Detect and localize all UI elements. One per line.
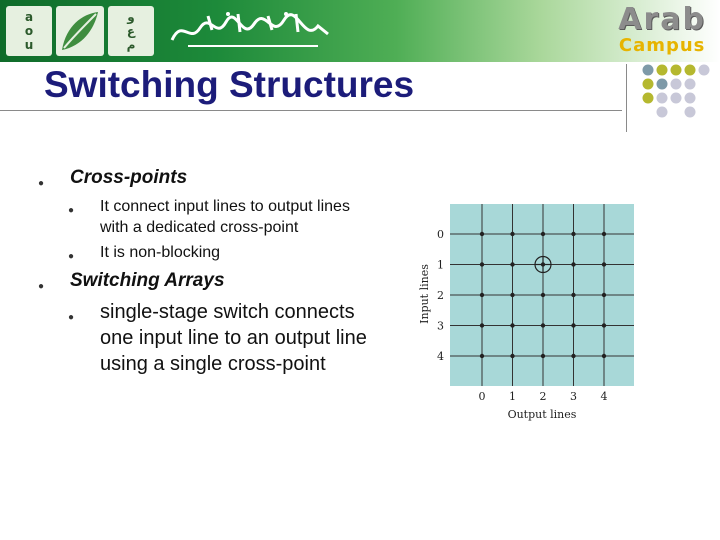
bullet-icon: ● — [68, 312, 75, 323]
crosspoint-dot — [602, 323, 606, 327]
logo-letter: ع — [126, 24, 136, 38]
logo-letter: م — [126, 38, 136, 52]
crosspoint-dot — [541, 354, 545, 358]
crosspoint-dot — [571, 354, 575, 358]
output-label: 2 — [539, 390, 547, 403]
slide-content — [38, 166, 418, 377]
title-divider — [0, 110, 622, 111]
sub-bullet — [68, 196, 360, 238]
brand-arab: Arab — [618, 2, 706, 37]
crosspoint-dot — [602, 262, 606, 266]
crosspoint-dot — [480, 323, 484, 327]
crosspoint-dot — [480, 354, 484, 358]
sub-bullet-text: It connect input lines to output lines with a dedicated cross-point — [100, 198, 350, 236]
aou-leaf-logo — [56, 6, 104, 56]
input-label: 3 — [437, 319, 444, 333]
bullet-cross-points — [38, 166, 418, 190]
input-label: 4 — [437, 350, 444, 363]
crosspoint-dot — [602, 354, 606, 358]
decorative-dot — [657, 65, 668, 76]
input-label: 0 — [437, 228, 444, 241]
decorative-dot — [685, 107, 696, 118]
bullet-icon: ● — [68, 251, 75, 262]
slide-title: Switching Structures — [44, 64, 415, 105]
output-label: 0 — [478, 390, 486, 403]
output-label: 3 — [570, 390, 577, 403]
sub-bullet — [68, 242, 360, 263]
crosspoint-dot — [571, 293, 575, 297]
crosspoint-dot — [541, 293, 545, 297]
crosspoint-dot — [571, 323, 575, 327]
bullet-icon: ● — [38, 178, 45, 189]
crosspoint-dot — [480, 262, 484, 266]
decorative-dot — [699, 65, 710, 76]
bullet-icon: ● — [68, 205, 75, 216]
input-label: 2 — [437, 289, 444, 302]
logo-letter: o — [24, 24, 34, 38]
crosspoint-dot — [571, 262, 575, 266]
crosspoint-dot — [541, 232, 545, 236]
crosspoint-dot — [510, 293, 514, 297]
crosspoint-dot — [510, 262, 514, 266]
decorative-dot — [657, 107, 668, 118]
decorative-dots — [640, 64, 720, 120]
decorative-dot — [643, 65, 654, 76]
crosspoint-dot — [602, 232, 606, 236]
arab-campus-logo — [618, 4, 706, 56]
decorative-dot — [643, 93, 654, 104]
crosspoint-dot — [510, 232, 514, 236]
decorative-dot — [685, 65, 696, 76]
bullet-icon: ● — [38, 281, 45, 292]
output-label: 4 — [600, 390, 608, 403]
aou-logo-left — [6, 6, 52, 56]
decorative-dot — [671, 79, 682, 90]
bullet-label: Cross-points — [70, 167, 188, 188]
crosspoint-dot — [480, 232, 484, 236]
decorative-dot — [643, 79, 654, 90]
logo-letter: u — [24, 38, 34, 52]
decorative-dot — [671, 65, 682, 76]
sub-bullet — [68, 299, 370, 377]
y-axis-label: Input lines — [418, 264, 431, 324]
decorative-dot — [685, 79, 696, 90]
brand-campus: Campus — [618, 35, 706, 56]
crosspoint-dot — [510, 354, 514, 358]
sub-bullet-text: It is non-blocking — [100, 244, 221, 261]
crosspoint-dot — [480, 293, 484, 297]
output-label: 1 — [509, 390, 516, 403]
header-banner — [0, 0, 720, 62]
logo-letter: a — [24, 10, 34, 24]
crosspoint-dot — [510, 323, 514, 327]
crosspoint-dot — [571, 232, 575, 236]
decorative-dot — [657, 79, 668, 90]
logo-letter: و — [127, 10, 135, 24]
decorative-dot — [657, 93, 668, 104]
bullet-switching-arrays — [38, 269, 418, 293]
crosspoint-dot — [602, 293, 606, 297]
calligraphy-decoration — [168, 10, 333, 52]
crosspoint-dot — [541, 323, 545, 327]
aou-logo-right — [108, 6, 154, 56]
x-axis-label: Output lines — [507, 408, 577, 421]
input-label: 1 — [437, 258, 444, 272]
bullet-label: Switching Arrays — [70, 270, 225, 291]
crosspoint-diagram — [414, 198, 644, 426]
vertical-divider — [626, 64, 627, 132]
sub-bullet-text: single-stage switch connects one input line to an output line using a single cross-point — [100, 301, 367, 375]
decorative-dot — [671, 93, 682, 104]
decorative-dot — [685, 93, 696, 104]
